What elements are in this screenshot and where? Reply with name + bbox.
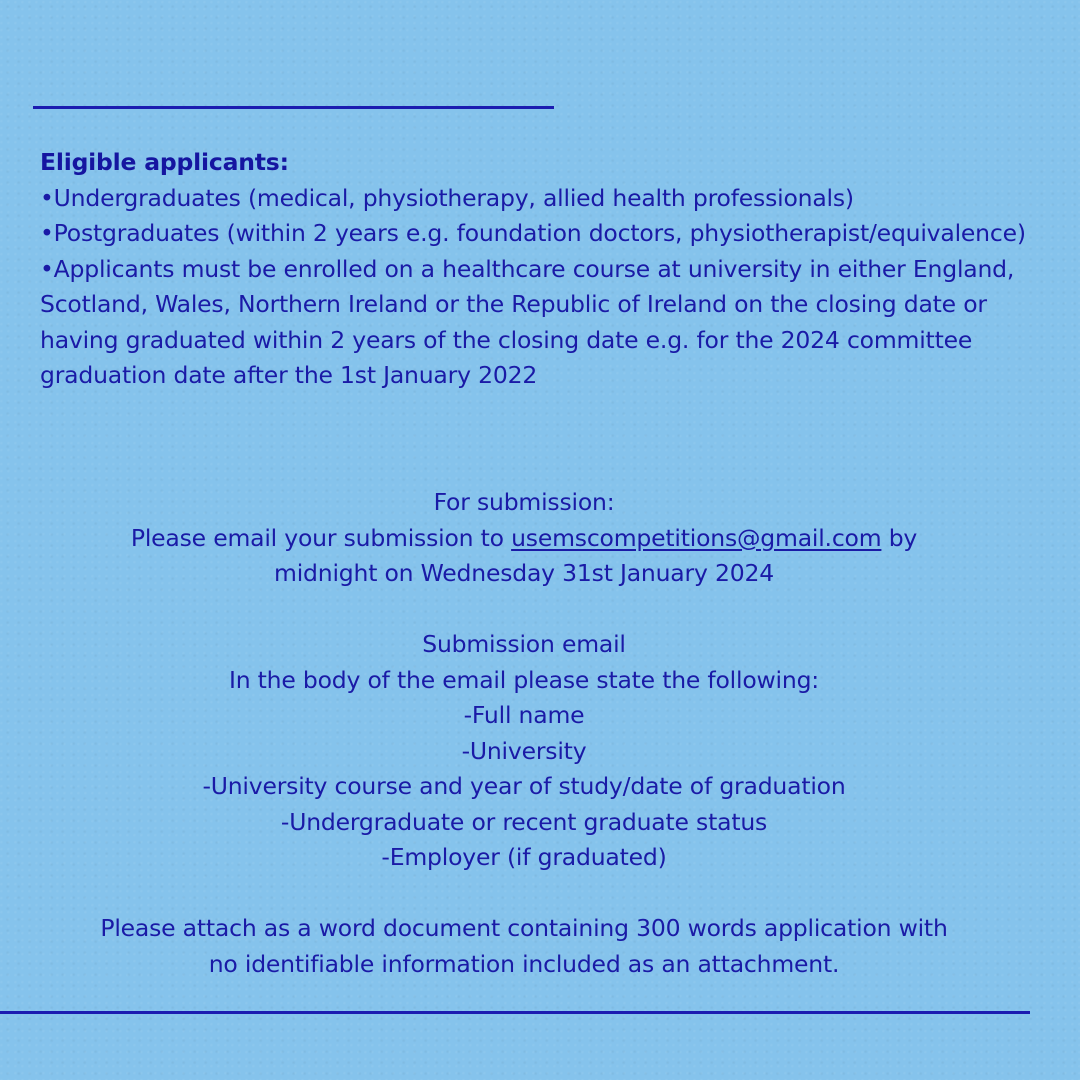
attachment-line-2: no identifiable information included as an attachment. [208,949,840,978]
spacer [0,876,1048,912]
eligibility-heading: Eligible applicants: [40,148,289,176]
eligibility-item-enrolment: •Applicants must be enrolled on a healthcare course at university in either England, Scotland, Wales, Northern Ireland or the Republic of Ireland on the closing date or having graduated within 2 years of the closing date e.g. for the 2024 committee graduation date after the 1st January 2022 [40,254,1015,389]
submission-suffix: by [888,523,918,552]
field-employer: -Employer (if graduated) [381,843,667,871]
eligibility-section [40,145,1050,394]
submission-deadline: midnight on Wednesday 31st January 2024 [274,559,774,587]
top-divider [33,106,554,109]
submission-email-heading: Submission email [422,630,626,658]
bottom-divider [0,1011,1030,1014]
submission-prefix: Please email your submission to [130,523,504,552]
submission-section [0,485,1048,982]
eligibility-item-undergraduates: •Undergraduates (medical, physiotherapy, allied health professionals) [40,183,854,212]
field-status: -Undergraduate or recent graduate status [280,807,768,836]
eligibility-item-postgraduates: •Postgraduates (within 2 years e.g. foundation doctors, physiotherapist/equivalence) [40,219,1026,247]
field-course: -University course and year of study/date of graduation [202,772,846,800]
submission-heading: For submission: [433,488,615,516]
field-university: -University [461,736,587,765]
submission-email-link[interactable]: usemscompetitions@gmail.com [511,523,882,552]
spacer [0,592,1048,628]
submission-email-intro: In the body of the email please state the following: [228,665,820,694]
attachment-line-1: Please attach as a word document containing 300 words application with [100,914,948,942]
submission-instruction [0,521,1048,557]
field-full-name: -Full name [463,701,585,729]
